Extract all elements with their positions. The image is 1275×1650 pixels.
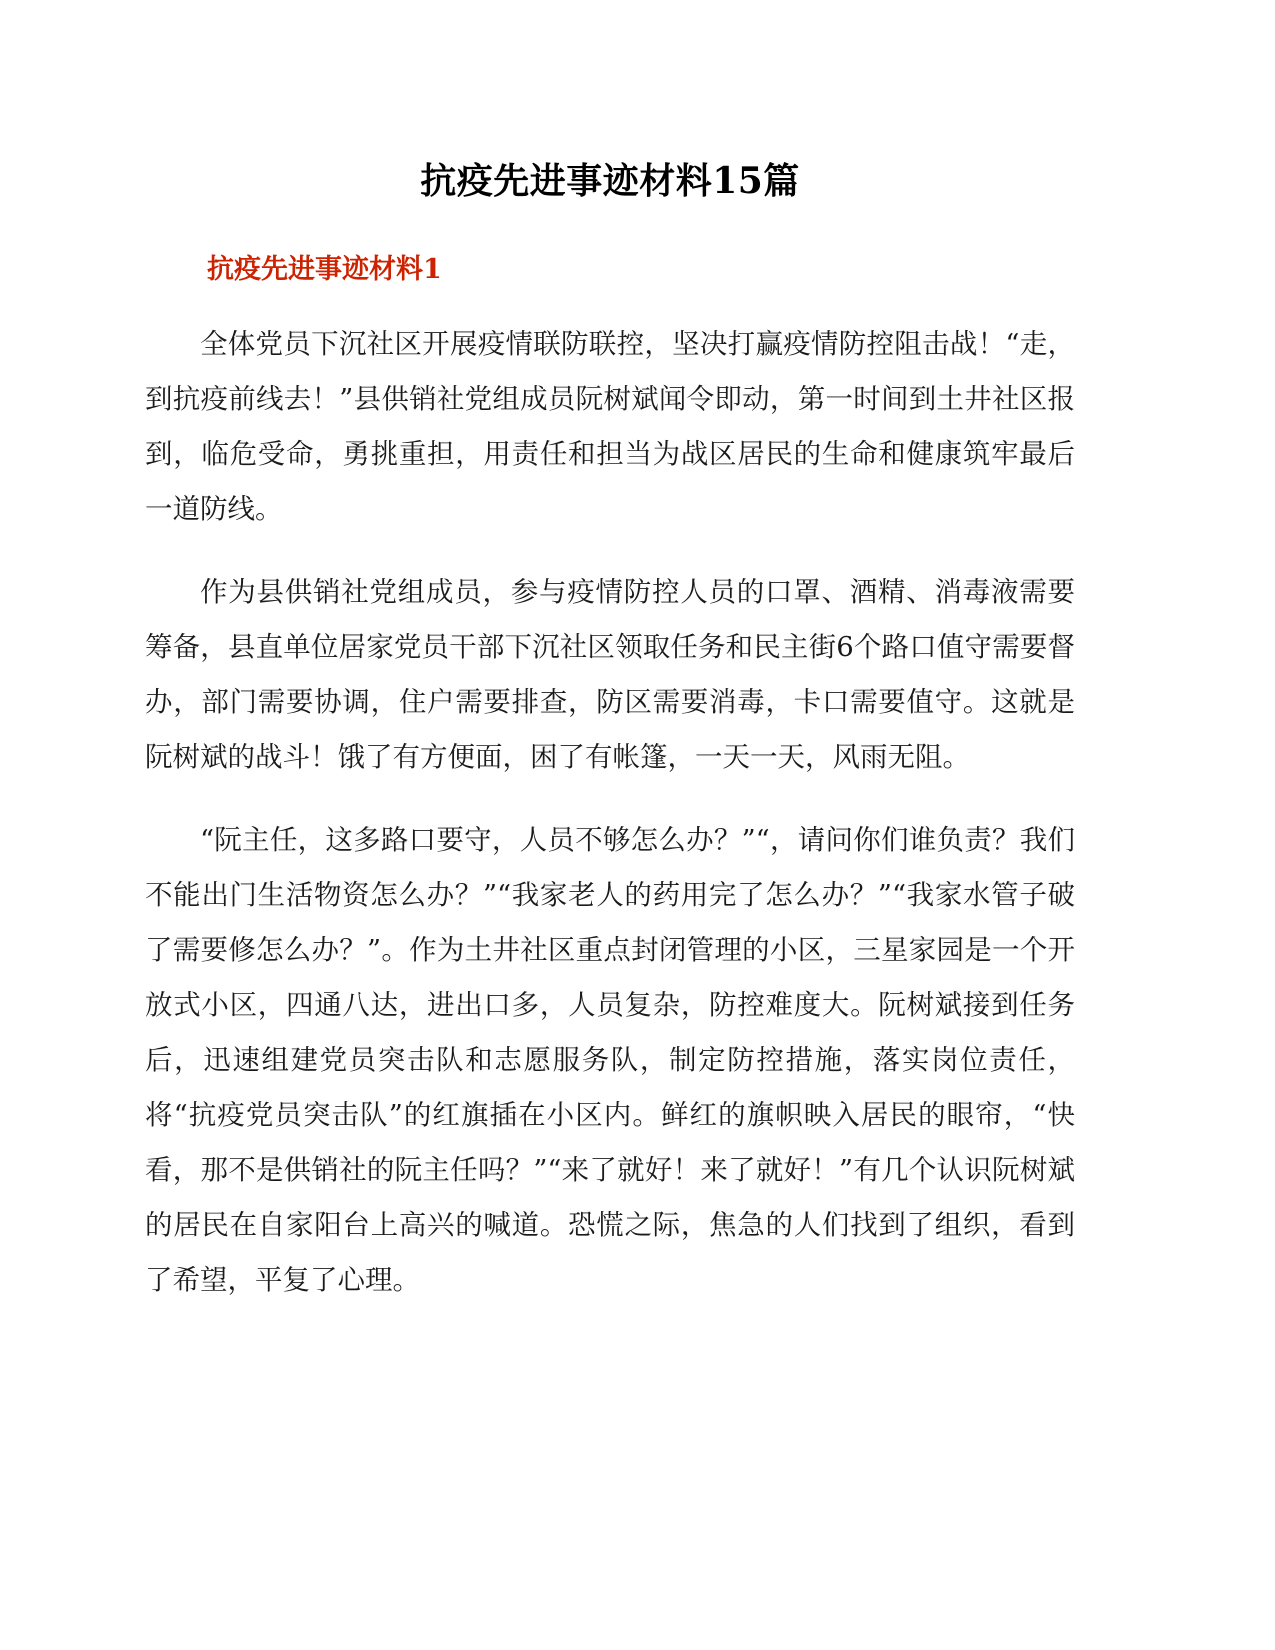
- body-paragraph-1: 全体党员下沉社区开展疫情联防联控，坚决打赢疫情防控阻击战！“走，到抗疫前线去！”县供销社党组成员阮树斌闻令即动，第一时间到土井社区报到，临危受命，勇挑重担，用责任和担当为战区居民的生命和健康筑牢最后一道防线。: [145, 327, 1075, 525]
- document-content: [145, 0, 1075, 1308]
- page-title: 抗疫先进事迹材料15篇: [420, 160, 800, 202]
- section-heading-1: 抗疫先进事迹材料1: [207, 253, 442, 285]
- body-paragraph-2: 作为县供销社党组成员，参与疫情防控人员的口罩、酒精、消毒液需要筹备，县直单位居家党员干部下沉社区领取任务和民主街6个路口值守需要督办，部门需要协调，住户需要排查，防区需要消毒，卡口需要值守。这就是阮树斌的战斗！饿了有方便面，困了有帐篷，一天一天，风雨无阻。: [145, 575, 1075, 773]
- body-paragraph-3: “阮主任，这多路口要守，人员不够怎么办？”“，请问你们谁负责？我们不能出门生活物资怎么办？”“我家老人的药用完了怎么办？”“我家水管子破了需要修怎么办？”。作为土井社区重点封闭管理的小区，三星家园是一个开放式小区，四通八达，进出口多，人员复杂，防控难度大。阮树斌接到任务后，迅速组建党员突击队和志愿服务队，制定防控措施，落实岗位责任，将“抗疫党员突击队”的红旗插在小区内。鲜红的旗帜映入居民的眼帘，“快看，那不是供销社的阮主任吗？”“来了就好！来了就好！”有几个认识阮树斌的居民在自家阳台上高兴的喊道。恐慌之际，焦急的人们找到了组织，看到了希望，平复了心理。: [145, 823, 1075, 1296]
